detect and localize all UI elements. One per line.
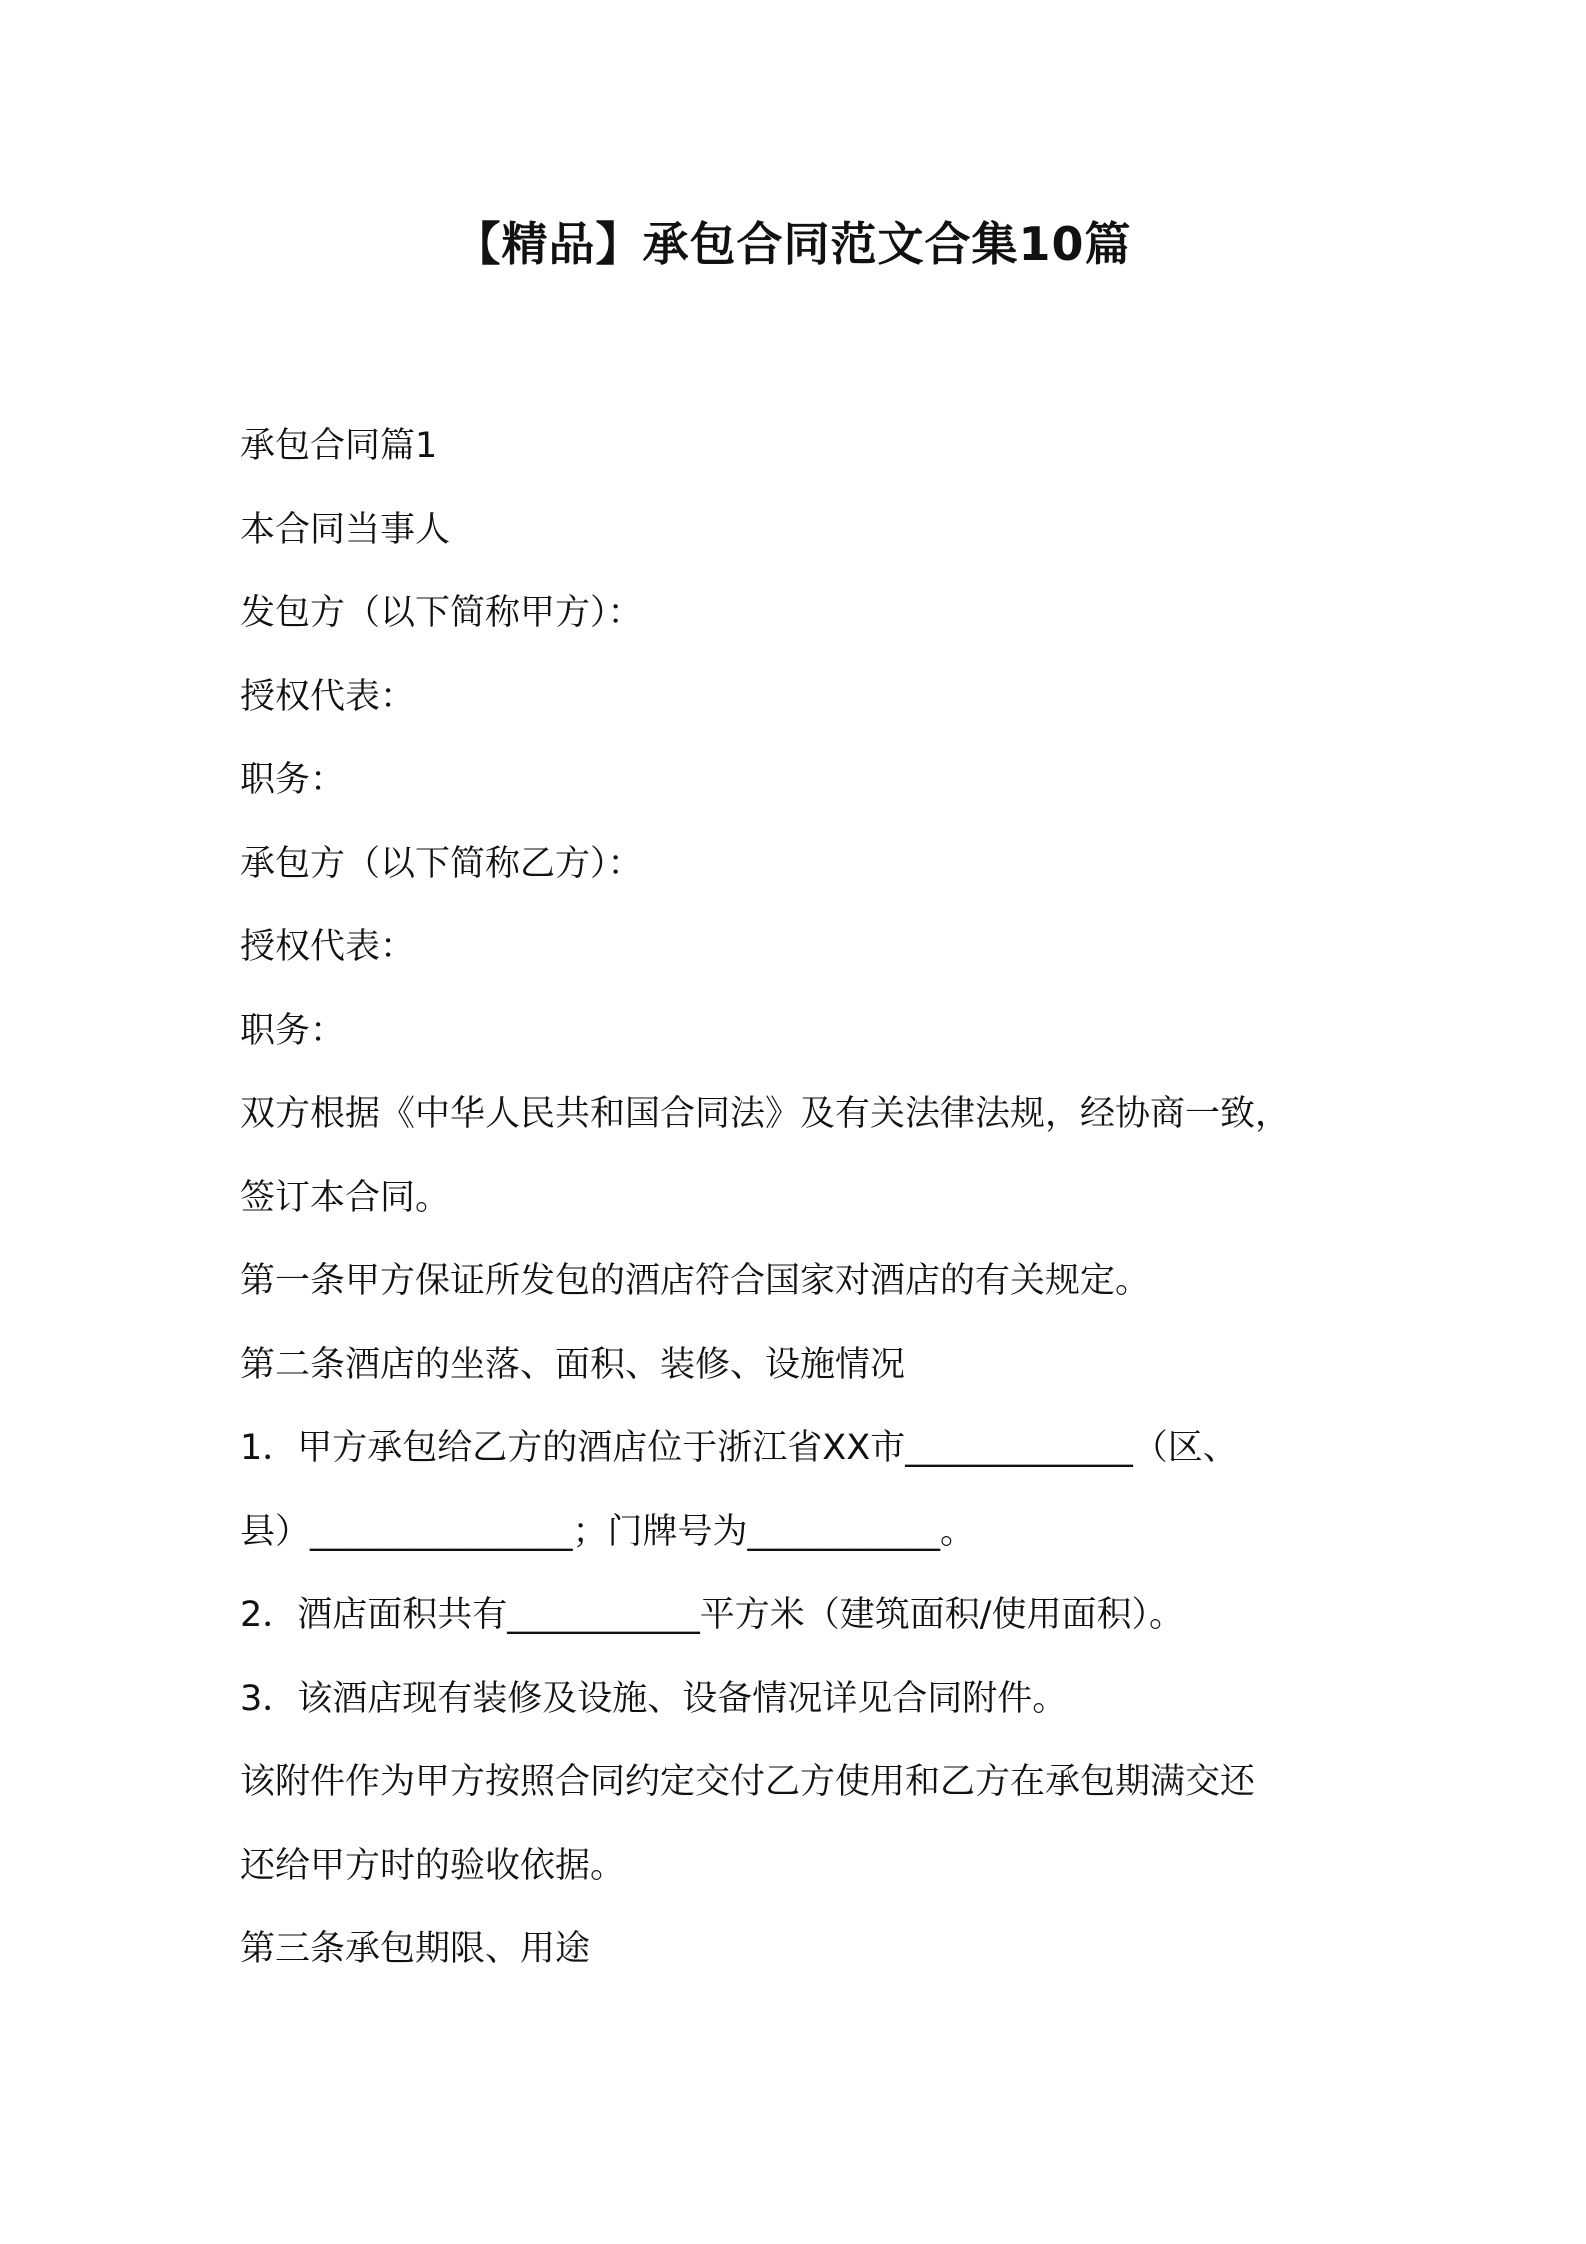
agreement-basis-line: 双方根据《中华人民共和国合同法》及有关法律法规，经协商一致， <box>240 1094 1291 1134</box>
party-b-representative-line: 授权代表： <box>240 927 416 967</box>
party-a-position-line: 职务： <box>240 760 346 800</box>
article-two-heading: 第二条酒店的坐落、面积、装修、设施情况 <box>240 1344 906 1385</box>
party-a-line: 发包方（以下简称甲方）： <box>240 593 643 633</box>
party-b-position-line: 职务： <box>240 1010 346 1051</box>
party-a-representative-line: 授权代表： <box>240 676 416 717</box>
party-b-line: 承包方（以下简称乙方）： <box>240 843 643 884</box>
article-two-item-1: 县）_______________；门牌号为___________。 <box>240 1511 976 1552</box>
parties-heading: 本合同当事人 <box>240 509 451 550</box>
article-one: 第一条甲方保证所发包的酒店符合国家对酒店的有关规定。 <box>240 1261 1151 1301</box>
article-two-item-1: 1．甲方承包给乙方的酒店位于浙江省XX市_____________（区、 <box>240 1428 1238 1468</box>
agreement-basis-line: 签订本合同。 <box>240 1177 451 1218</box>
section-heading: 承包合同篇1 <box>240 426 438 466</box>
document-body <box>240 405 1390 1992</box>
article-two-item-3: 3．该酒店现有装修及设施、设备情况详见合同附件。 <box>240 1678 1068 1719</box>
article-three-heading: 第三条承包期限、用途 <box>240 1929 591 1969</box>
article-two-item-2: 2．酒店面积共有___________平方米（建筑面积/使用面积）。 <box>240 1595 1185 1635</box>
document-title: 【精品】承包合同范文合集10篇 <box>454 217 1132 271</box>
attachment-note: 还给甲方时的验收依据。 <box>240 1845 626 1886</box>
attachment-note: 该附件作为甲方按照合同约定交付乙方使用和乙方在承包期满交还 <box>240 1762 1256 1802</box>
